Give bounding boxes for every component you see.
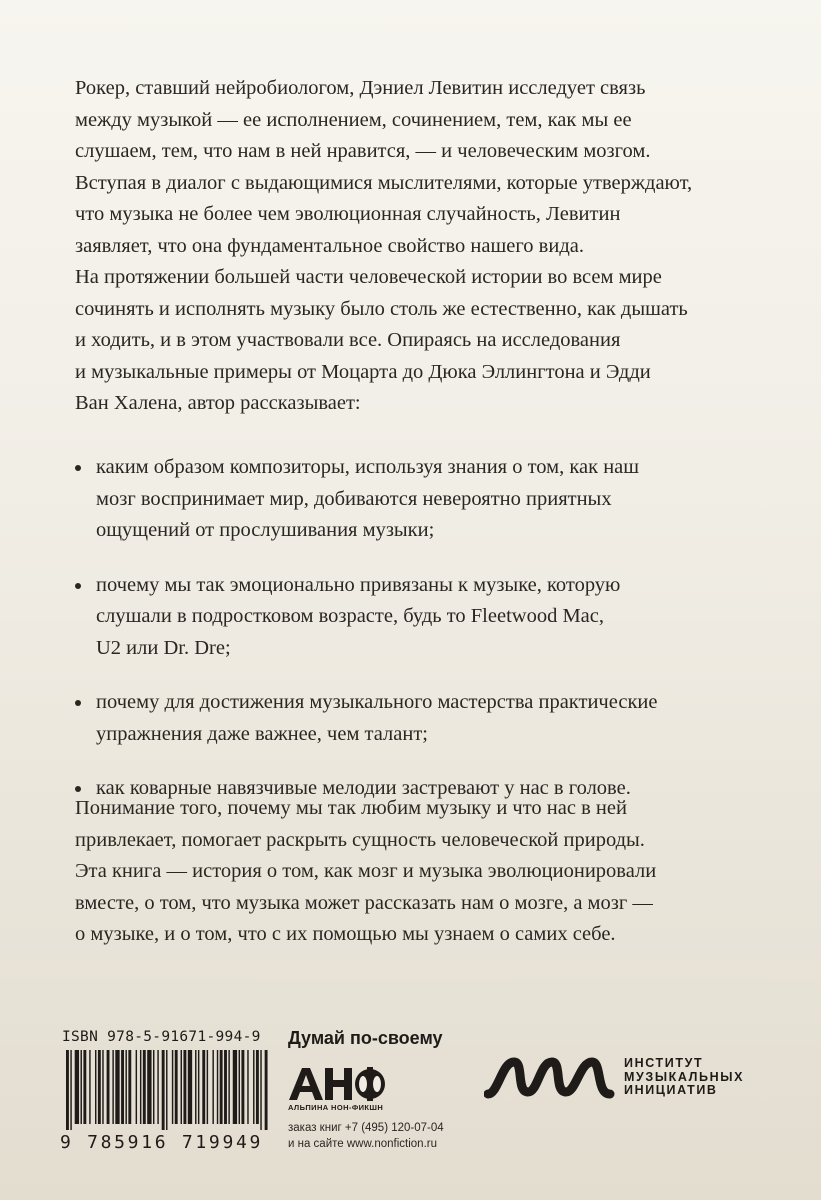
outro-text xyxy=(75,793,715,951)
barcode-bar xyxy=(260,1050,261,1130)
barcode-bar xyxy=(70,1050,71,1130)
bullet-item xyxy=(75,570,715,665)
barcode-bar xyxy=(128,1050,131,1124)
bullet-list xyxy=(75,452,715,805)
order-info xyxy=(288,1120,444,1152)
barcode-bar xyxy=(195,1050,196,1124)
bullet-dot-icon xyxy=(75,786,81,792)
barcode-bar xyxy=(66,1050,69,1130)
bullet-dot-icon xyxy=(75,700,81,706)
bullet-item xyxy=(75,452,715,547)
barcode-bar xyxy=(95,1050,96,1124)
barcode-bar xyxy=(166,1050,167,1130)
bullet-line: слушали в подростковом возрасте, будь то Fleetwood Mac, xyxy=(96,605,605,627)
institute-name xyxy=(624,1057,744,1098)
intro-line: что музыка не более чем эволюционная случайность, Левитин xyxy=(75,203,621,225)
barcode-bar xyxy=(125,1050,126,1124)
bullet-line: упражнения даже важнее, чем талант; xyxy=(96,722,428,745)
institute-name-line: ИНИЦИАТИВ xyxy=(624,1083,718,1097)
outro-line: Понимание того, почему мы так любим музыку и что нас в ней xyxy=(75,797,627,819)
barcode-bar xyxy=(115,1050,119,1124)
barcode-icon xyxy=(62,1050,272,1130)
barcode-bar xyxy=(217,1050,218,1124)
isbn-label: ISBN 978-5-91671-994-9 xyxy=(62,1029,261,1045)
barcode-bar xyxy=(121,1050,124,1124)
intro-line: На протяжении большей части человеческой истории во всем мире xyxy=(75,266,662,288)
bullet-line: U2 или Dr. Dre; xyxy=(96,636,231,659)
barcode-bar xyxy=(212,1050,213,1124)
barcode-bar xyxy=(81,1050,82,1124)
bullet-dot-icon xyxy=(75,465,81,471)
barcode-bar xyxy=(147,1050,151,1124)
barcode-bar xyxy=(228,1050,229,1124)
intro-line: Ван Халена, автор рассказывает: xyxy=(75,392,361,414)
barcode-bar xyxy=(241,1050,244,1124)
bullet-item xyxy=(75,687,715,750)
barcode-bar xyxy=(207,1050,208,1124)
bullet-line: мозг воспринимает мир, добиваются невероятно приятных xyxy=(96,487,612,510)
outro-line: о музыке, и о том, что с их помощью мы узнаем о самих себе. xyxy=(75,923,616,945)
intro-line: и музыкальные примеры от Моцарта до Дюка Эллингтона и Эдди xyxy=(75,360,651,383)
publisher-tagline: Думай по-своему xyxy=(288,1028,443,1048)
barcode-bar xyxy=(220,1050,223,1124)
outro-line: привлекает, помогает раскрыть сущность человеческой природы. xyxy=(75,828,645,851)
barcode-bar xyxy=(102,1050,103,1124)
barcode-bar xyxy=(256,1050,259,1124)
barcode-bar xyxy=(107,1050,110,1124)
institute-name-line: ИНСТИТУТ xyxy=(624,1056,704,1070)
barcode-bar xyxy=(233,1050,237,1124)
bullet-dot-icon xyxy=(75,583,81,589)
bullet-line: почему мы так эмоционально привязаны к музыке, которую xyxy=(96,573,621,596)
barcode-bar xyxy=(112,1050,113,1124)
publisher-logo xyxy=(287,1066,387,1102)
intro-line: между музыкой — ее исполнением, сочинением, тем, как мы ее xyxy=(75,108,632,131)
outro-line: Эта книга — история о том, как мозг и музыка эволюционировали xyxy=(75,860,657,882)
outro-line: вместе, о том, что музыка может рассказать нам о мозге, а мозг — xyxy=(75,891,653,914)
institute-name-line: МУЗЫКАЛЬНЫХ xyxy=(624,1069,745,1084)
barcode-bar xyxy=(98,1050,101,1124)
bullet-line: как коварные навязчивые мелодии застревают у нас в голове. xyxy=(96,777,631,799)
barcode-block xyxy=(62,1029,274,1154)
intro-line: Рокер, ставший нейробиологом, Дэниел Левитин исследует связь xyxy=(75,77,646,99)
intro-line: Вступая в диалог с выдающимися мыслителями, которые утверждают, xyxy=(75,171,693,194)
intro-line: сочинять и исполнять музыку было столь же естественно, как дышать xyxy=(75,297,688,320)
barcode-bar xyxy=(157,1050,158,1124)
barcode-bar xyxy=(239,1050,240,1124)
barcode-bar xyxy=(136,1050,137,1124)
intro-line: заявляет, что она фундаментальное свойство нашего вида. xyxy=(75,234,584,257)
intro-line: и ходить, и в этом участвовали все. Опираясь на исследования xyxy=(75,329,621,351)
barcode-bar xyxy=(140,1050,141,1124)
intro-line: слушаем, тем, что нам в ней нравится, — и человеческим мозгом. xyxy=(75,140,651,162)
barcode-bar xyxy=(175,1050,178,1124)
order-site: и на сайте www.nonfiction.ru xyxy=(288,1138,437,1150)
barcode-bar xyxy=(202,1050,205,1124)
barcode-bar xyxy=(188,1050,192,1124)
barcode-bar xyxy=(75,1050,79,1124)
bullet-line: почему для достижения музыкального мастерства практические xyxy=(96,691,658,713)
publisher-logo-text: АНФ xyxy=(287,1066,290,1067)
barcode-bar xyxy=(183,1050,186,1124)
barcode-bar xyxy=(181,1050,182,1124)
barcode-bar xyxy=(89,1050,90,1124)
barcode-bar xyxy=(247,1050,248,1124)
barcode-bar xyxy=(253,1050,254,1124)
barcode-bar xyxy=(172,1050,173,1124)
order-phone: заказ книг +7 (495) 120-07-04 xyxy=(288,1122,444,1134)
bullet-line: каким образом композиторы, используя знания о том, как наш xyxy=(96,456,640,478)
barcode-bar xyxy=(198,1050,199,1124)
intro-text xyxy=(75,73,715,420)
barcode-digits: 9 785916 719949 xyxy=(60,1132,264,1153)
barcode-bar xyxy=(143,1050,146,1124)
publisher-name: АЛЬПИНА НОН-ФИКШН xyxy=(288,1103,384,1112)
institute-logo-icon xyxy=(484,1054,616,1100)
bullet-line: ощущений от прослушивания музыки; xyxy=(96,519,435,541)
barcode-bar xyxy=(83,1050,86,1124)
barcode-bar xyxy=(265,1050,268,1130)
barcode-bar xyxy=(153,1050,154,1124)
barcode-bar xyxy=(162,1050,165,1130)
barcode-bar xyxy=(224,1050,227,1124)
